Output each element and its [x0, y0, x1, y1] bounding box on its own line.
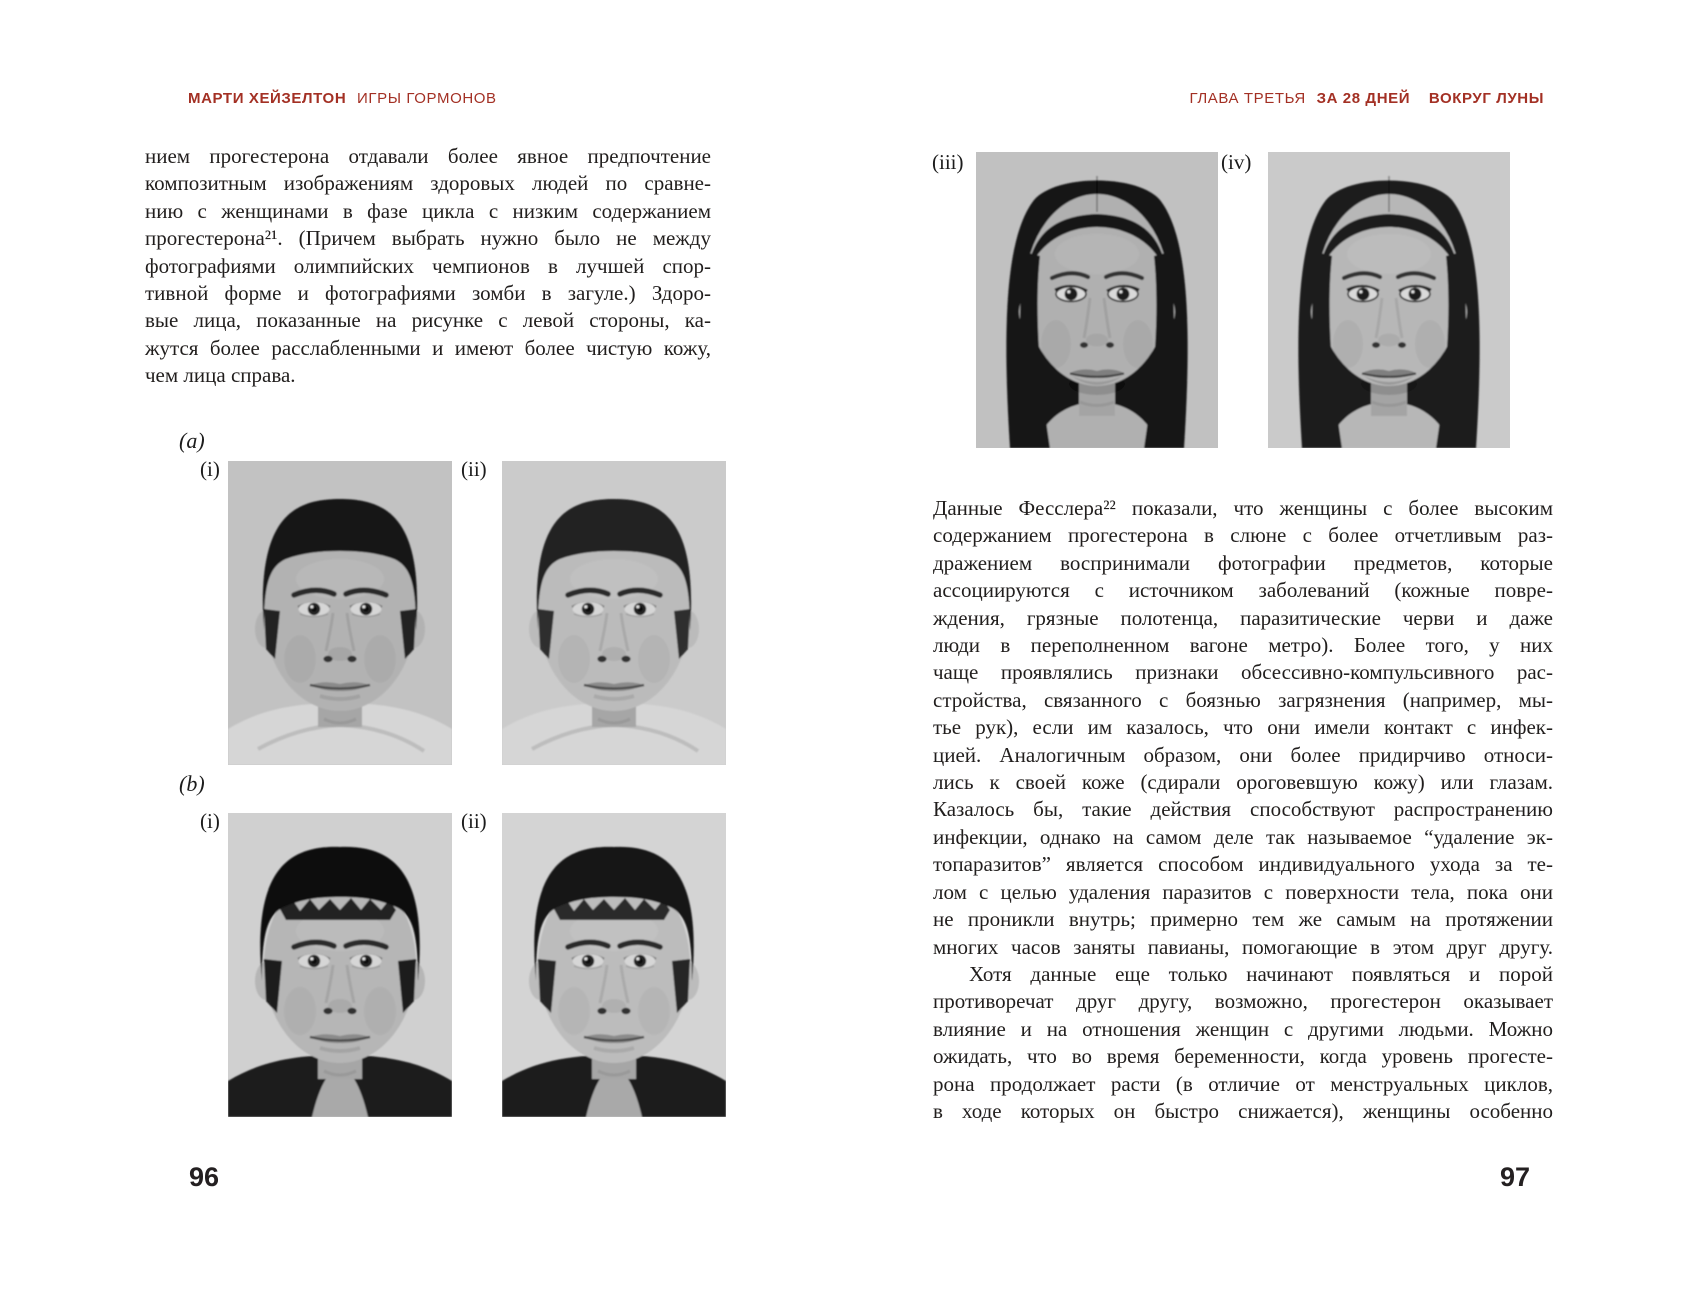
text-line: тивной форме и фотографиями зомби в загуле.) Здоро- [145, 281, 711, 306]
text-line: рона продолжает расти (в отличие от менструальных циклов, [933, 1071, 1553, 1096]
composite-face-photo-iii [976, 152, 1218, 448]
composite-face-photo-iv [1268, 152, 1510, 448]
composite-face-photo-a-ii [502, 461, 726, 765]
text-line: топаразитов” является способом индивидуального ухода за те- [933, 852, 1553, 877]
text-line: тье рук), если им казалось, что они имели контакт с инфек- [933, 715, 1553, 740]
figure-label-iv: (iv) [1221, 150, 1252, 174]
figure-label-a-i: (i) [200, 457, 220, 481]
running-head-left [188, 90, 497, 107]
text-line: фотографиями олимпийских чемпионов в лучшей спор- [145, 253, 711, 278]
figure-label-b-i: (i) [200, 809, 220, 833]
running-head-title-2: ВОКРУГ ЛУНЫ [1428, 90, 1544, 107]
text-line: цией. Аналогичным образом, они более придирчиво относи- [933, 742, 1553, 767]
text-line: ждения, грязные полотенца, паразитические черви и даже [933, 605, 1553, 630]
text-line: нию с женщинами в фазе цикла с низким содержанием [145, 198, 711, 223]
text-line: противоречат друг другу, возможно, прогестерон оказывает [933, 989, 1553, 1014]
text-line: стройства, связанного с боязнью загрязнения (например, мы- [933, 687, 1553, 712]
composite-face-photo-b-ii [502, 813, 726, 1117]
text-line: чем лица справа. [145, 363, 296, 388]
figure-label-b-ii: (ii) [461, 809, 487, 833]
text-line: в ходе которых он быстро снижается), женщины особенно [933, 1098, 1553, 1123]
text-line: не проникли внутрь; примерно тем же самым на протяжении [933, 907, 1553, 932]
page-number-left: 96 [189, 1162, 220, 1192]
figure-label-iii: (iii) [932, 150, 964, 174]
right-page-paragraphs [933, 495, 1553, 1125]
text-line: многих часов заняты павианы, помогающие в этом друг другу. [933, 934, 1553, 959]
text-line: Хотя данные еще только начинают появляться и порой [969, 961, 1553, 986]
figure-group-label-a: (a) [179, 428, 205, 453]
text-line: люди в переполненном вагоне метро). Более того, у них [933, 633, 1553, 658]
page-number-right: 97 [1499, 1162, 1530, 1192]
text-line: ассоциируются с источником заболеваний (кожные повре- [933, 578, 1553, 603]
left-page-paragraph [145, 143, 711, 390]
running-head-right [1189, 90, 1544, 107]
text-line: Казалось бы, такие действия способствуют распространению [933, 797, 1553, 822]
running-head-author: МАРТИ ХЕЙЗЕЛТОН [188, 90, 347, 107]
composite-face-photo-b-i [228, 813, 452, 1117]
text-line: лом с целью удаления паразитов с поверхности тела, пока они [933, 879, 1553, 904]
text-line: чаще проявлялись признаки обсессивно-компульсивного рас- [933, 660, 1553, 685]
text-line: содержанием прогестерона в слюне с более отчетливым раз- [933, 523, 1553, 548]
running-head-title-1: ЗА 28 ДНЕЙ [1316, 90, 1411, 107]
composite-face-photo-a-i [228, 461, 452, 765]
running-head-book-title: ИГРЫ ГОРМОНОВ [357, 90, 497, 107]
text-line: Данные Фесслера²² показали, что женщины с более высоким [933, 496, 1553, 520]
running-head-chapter: ГЛАВА ТРЕТЬЯ [1189, 90, 1306, 107]
text-line: ожидать, что во время беременности, когда уровень прогесте- [933, 1044, 1553, 1069]
figure-group-label-b: (b) [179, 771, 205, 796]
text-line: вые лица, показанные на рисунке с левой стороны, ка- [145, 308, 711, 333]
text-line: влияние и на отношения женщин с другими людьми. Можно [933, 1016, 1553, 1041]
text-line: дражением воспринимали фотографии предметов, которые [933, 550, 1553, 575]
text-line: лись к своей коже (сдирали ороговевшую кожу) или глазам. [933, 770, 1553, 795]
text-line: композитным изображениям здоровых людей по сравне- [145, 171, 711, 196]
figure-label-a-ii: (ii) [461, 457, 487, 481]
text-line: жутся более расслабленными и имеют более чистую кожу, [145, 335, 711, 360]
text-line: инфекции, однако на самом деле так называемое “удаление эк- [933, 824, 1553, 849]
text-line: прогестерона²¹. (Причем выбрать нужно было не между [145, 226, 711, 251]
text-line: нием прогестерона отдавали более явное предпочтение [145, 144, 711, 168]
